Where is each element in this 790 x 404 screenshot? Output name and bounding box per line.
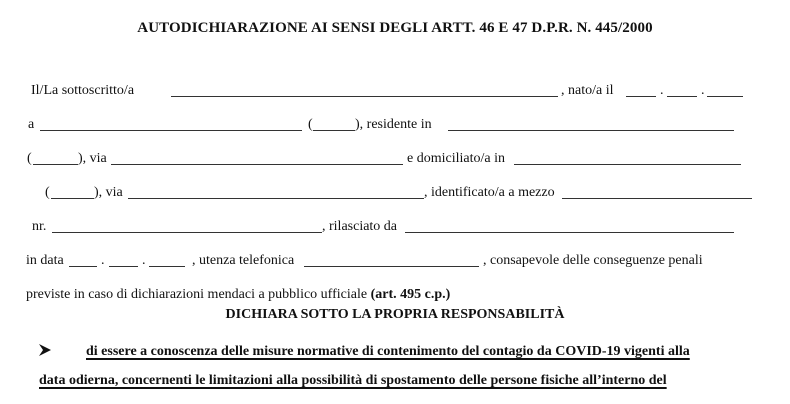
field-residence-city[interactable] [448,130,734,131]
label-nr: nr. [32,219,47,234]
field-residence-street[interactable] [111,164,403,165]
label-sottoscritto: Il/La sottoscritto/a [31,83,135,98]
label-consapevole: , consapevole delle conseguenze penali [483,253,703,268]
field-birthplace[interactable] [40,130,302,131]
label-identificato: , identificato/a a mezzo [424,185,555,200]
paren-open: ( [27,151,32,166]
document-title: AUTODICHIARAZIONE AI SENSI DEGLI ARTT. 46 E 47 D.P.R. N. 445/2000 [137,20,653,36]
field-birth-province[interactable] [313,130,355,131]
paren-open: ( [45,185,50,200]
label-nato-il: , nato/a il [561,83,614,98]
declaration-line-1: di essere a conoscenza delle misure normative di contenimento del contagio da COVID-19 vigenti alla [86,344,690,359]
field-full-name[interactable] [171,96,558,97]
field-id-number[interactable] [52,232,322,233]
field-birth-year[interactable] [707,96,743,97]
field-domicile-street[interactable] [128,198,424,199]
field-id-issuer[interactable] [405,232,734,233]
field-domicile-city[interactable] [514,164,741,165]
label-via: ), via [78,151,107,166]
article-reference: (art. 495 c.p.) [370,287,451,302]
field-issue-day[interactable] [69,266,97,267]
date-separator: . [660,83,664,98]
paren-open: ( [308,117,313,132]
label-in-data: in data [26,253,64,268]
label-utenza-telefonica: , utenza telefonica [192,253,295,268]
date-separator: . [101,253,105,268]
declaration-line-2: data odierna, concernenti le limitazioni alla possibilità di spostamento delle persone fisiche all’interno del [39,373,667,388]
date-separator: . [142,253,146,268]
field-issue-year[interactable] [149,266,185,267]
field-id-document-type[interactable] [562,198,752,199]
label-rilasciato-da: , rilasciato da [322,219,398,234]
field-residence-province[interactable] [33,164,78,165]
label-domiciliato-in: e domiciliato/a in [407,151,505,166]
label-residente-in: ), residente in [355,117,432,132]
date-separator: . [701,83,705,98]
field-phone[interactable] [304,266,479,267]
paragraph-previste [26,287,450,303]
label-via: ), via [94,185,123,200]
field-birth-month[interactable] [667,96,697,97]
field-domicile-province[interactable] [51,198,94,199]
field-birth-day[interactable] [626,96,656,97]
field-issue-month[interactable] [109,266,138,267]
arrow-bullet-icon [38,343,52,357]
previste-text: previste in caso di dichiarazioni mendaci a pubblico ufficiale [26,287,368,302]
label-birthplace: a [28,117,35,132]
declaration-heading: DICHIARA SOTTO LA PROPRIA RESPONSABILITÀ [225,307,565,322]
